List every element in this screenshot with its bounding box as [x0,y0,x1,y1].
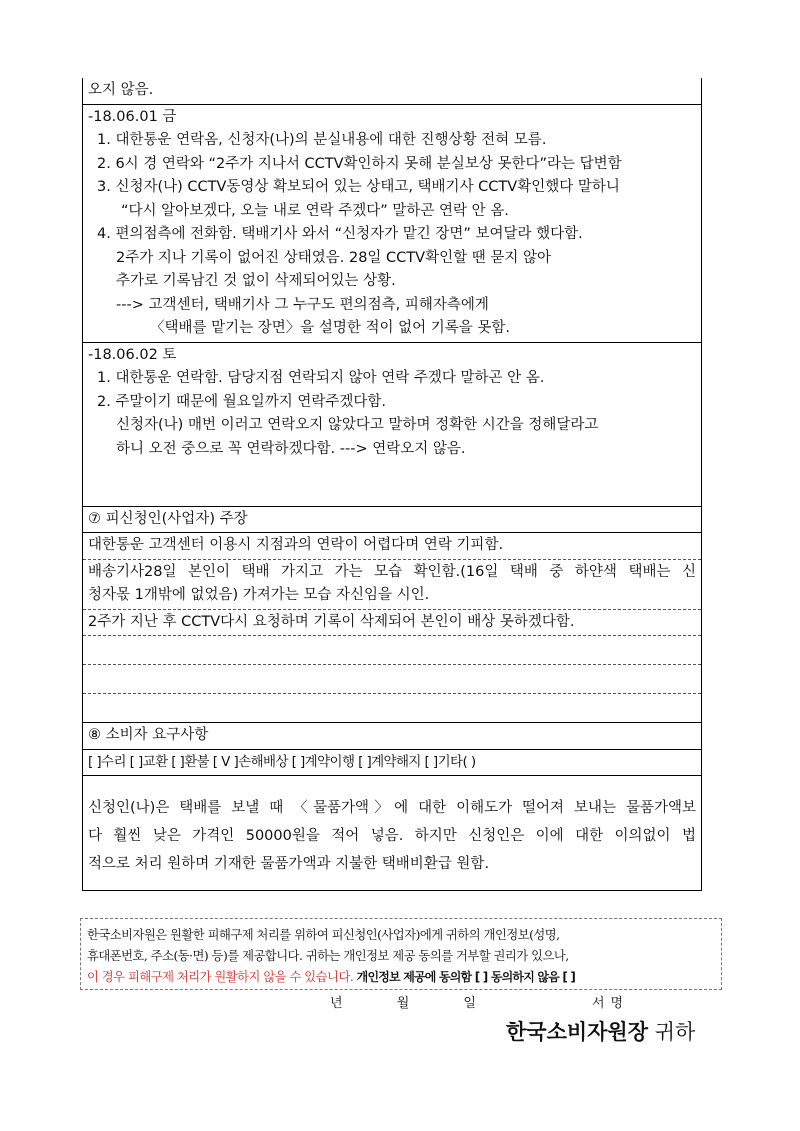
entry-line: 4. 편의점측에 전화함. 택배기사 와서 “신청자가 맡긴 장면” 보여달라 했다함. [97,226,583,242]
entry-line: 2. 주말이기 때문에 월요일까지 연락주겠다함. [97,393,387,410]
entry-line: ---> 고객센터, 택배기사 그 누구도 편의점측, 피해자측에게 [116,296,489,313]
body-line: 신청인(나)은 택배를 보낼 때 〈물품가액〉에 대한 이해도가 떨어져 보내는 물품가액보 [88,800,696,816]
entry-0602 [83,343,701,507]
row-text: 배송기사28일 본인이 택배 가지고 가는 모습 확인함.(16일 택배 중 하얀색 택배는 신 [88,563,696,580]
continued-text [83,78,701,105]
section8-title [83,723,701,750]
section7-blank-row [83,665,701,694]
privacy-notice [80,918,722,990]
notice-warning: 이 경우 피해구제 처리가 원활하지 않을 수 있습니다. [87,970,354,984]
request-options: [ ]수리 [ ]교환 [ ]환불 [ V ]손해배상 [ ]계약이행 [ ]계약해지 [ ]기타( ) [88,753,476,770]
signature-label: 서명 [592,996,630,1011]
entry-0601 [83,105,701,343]
entry-date: -18.06.01 금 [88,108,177,125]
section7-title [83,507,701,534]
body-line: 적으로 처리 원하며 기재한 물품가액과 지불한 택배비환급 원함. [88,856,490,872]
entry-line: 2주가 지나 기록이 없어진 상태였음. 28일 CCTV확인할 땐 묻지 않아 [116,249,551,266]
section8-body [83,776,701,891]
entry-line: 〈택배를 맡기는 장면〉을 설명한 적이 없어 기록을 못함. [150,320,511,336]
row-text: 대한통운 고객센터 이용시 지점과의 연락이 어렵다며 연락 기피함. [88,537,504,553]
row-text: 2주가 지난 후 CCTV다시 요청하며 기록이 삭제되어 본인이 배상 못하겠다함. [88,613,575,630]
consent-checkboxes[interactable]: 개인정보 제공에 동의함 [ ] 동의하지 않음 [ ] [356,970,576,984]
complaint-form [82,78,702,891]
entry-line: 추가로 기록남긴 것 없이 삭제되어있는 상황. [116,273,396,289]
section7-row [83,610,701,637]
section7-row [83,560,701,610]
entry-line: 1. 대한통운 연락함. 담당지점 연락되지 않아 연락 주겠다 말하곤 안 옴. [97,370,545,386]
entry-line: 신청자(나) 매번 이러고 연락오지 않았다고 말하며 정확한 시간을 정해달라고 [116,417,599,433]
notice-line: 한국소비자원은 원활한 피해구제 처리를 위하여 피신청인(사업자)에게 귀하의 개인정보(성명, [87,928,560,942]
entry-date: -18.06.02 토 [88,346,177,363]
section-title: ⑧ 소비자 요구사항 [88,727,209,743]
entry-line: 2. 6시 경 연락와 “2주가 지나서 CCTV확인하지 못해 분실보상 못한다”라는 답변함 [97,155,622,172]
section8-options [83,750,701,777]
notice-line: 휴대폰번호, 주소(동·면) 등)를 제공합니다. 귀하는 개인정보 제공 동의를 거부할 권리가 있으나, [87,949,569,963]
day-label: 일 [463,996,476,1011]
addressee-suffix: 귀하 [654,1020,696,1044]
addressee-name: 한국소비자원장 [506,1019,649,1044]
row-text: 청자몫 1개밖에 없었음) 가져가는 모습 자신임을 시인. [88,587,430,603]
body-line: 다 훨씬 낮은 가격인 50000원을 적어 넣음. 하지만 신청인은 이에 대한 이의없이 법 [88,828,696,844]
section7-blank-row [83,636,701,665]
section7-row [83,533,701,560]
entry-line: 하니 오전 중으로 꼭 연락하겠다함. ---> 연락오지 않음. [116,440,466,457]
section-title: ⑦ 피신청인(사업자) 주장 [88,510,248,527]
month-label: 월 [396,996,410,1011]
section7-blank-row [83,694,701,723]
year-label: 년 [330,996,343,1011]
entry-line: 1. 대한통운 연락옴, 신청자(나)의 분실내용에 대한 진행상황 전혀 모름. [97,132,547,148]
entry-line: 3. 신청자(나) CCTV동영상 확보되어 있는 상태고, 택배기사 CCTV확인했다 말하니 [97,179,620,195]
continued-line: 오지 않음. [88,82,154,98]
date-fields [330,992,504,1011]
entry-line: “다시 알아보겠다, 오늘 내로 연락 주겠다” 말하곤 연락 안 옴. [121,202,509,219]
addressee [506,1016,695,1046]
